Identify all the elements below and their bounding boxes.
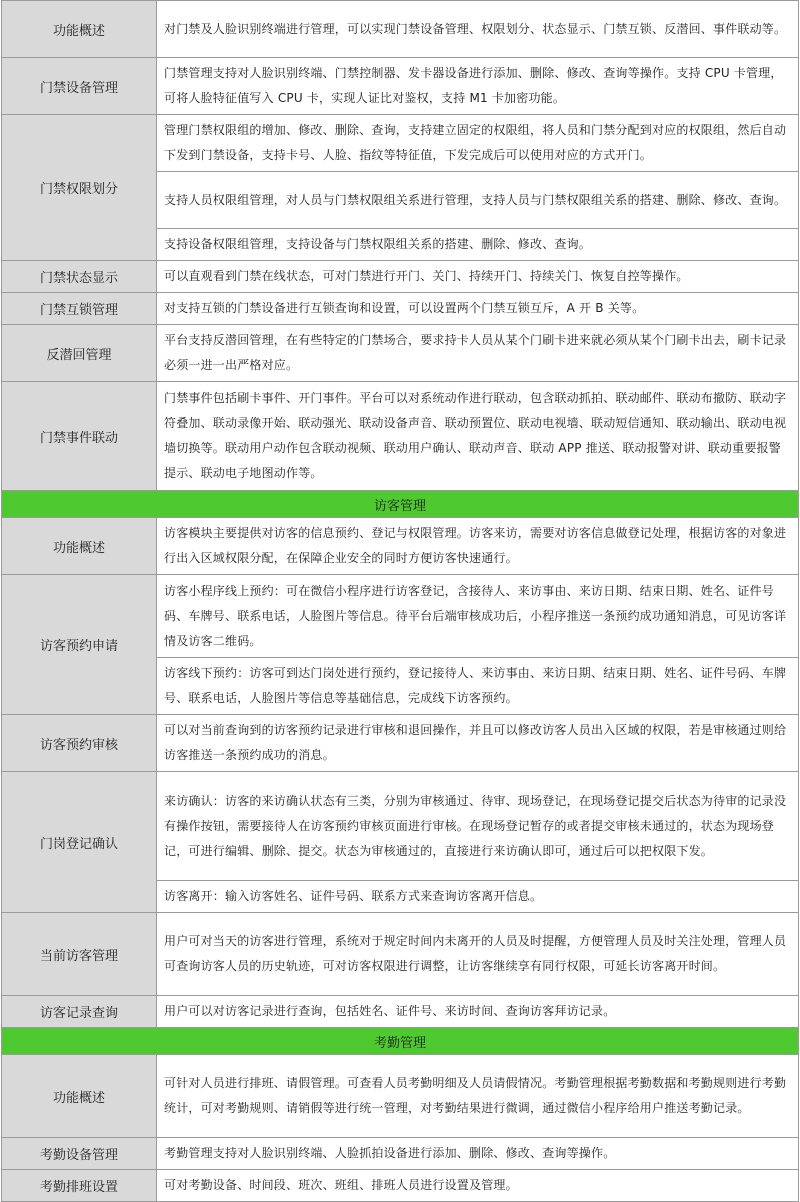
- row-label: 门禁状态显示: [2, 261, 157, 293]
- table-row: [2, 996, 799, 1028]
- row-label: 访客预约申请: [2, 575, 157, 715]
- table-row: [2, 518, 799, 575]
- row-label: 门禁设备管理: [2, 58, 157, 115]
- row-description: 访客模块主要提供对访客的信息预约、登记与权限管理。访客来访，需要对访客信息做登记处理，根据访客的对象进行出入区域权限分配，在保障企业安全的同时方便访客快速通行。: [157, 518, 799, 575]
- row-label: 功能概述: [2, 518, 157, 575]
- table-row: [2, 913, 799, 996]
- table-row: [2, 1170, 799, 1202]
- row-description: 访客小程序线上预约：可在微信小程序进行访客登记，含接待人、来访事由、来访日期、结束日期、姓名、证件号码、车牌号、联系电话，人脸图片等信息。待平台后端审核成功后，小程序推送一条预约成功通知消息，可见访客详情及访客二维码。: [157, 575, 799, 658]
- table-row: [2, 115, 799, 172]
- row-description: 来访确认：访客的来访确认状态有三类，分别为审核通过、待审、现场登记，在现场登记提交后状态为待审的记录没有操作按钮，需要接待人在访客预约审核页面进行审核。在现场登记暂存的或者提交审核未通过的，状态为现场登记，可进行编辑、删除、提交。状态为审核通过的，直接进行来访确认即可，通过后可以把权限下发。: [157, 772, 799, 881]
- row-description: 可对考勤设备、时间段、班次、班组、排班人员进行设置及管理。: [157, 1170, 799, 1202]
- row-label: 当前访客管理: [2, 913, 157, 996]
- feature-table: [1, 0, 799, 1202]
- row-label: 访客预约审核: [2, 715, 157, 772]
- row-label: 功能概述: [2, 1, 157, 58]
- row-description: 用户可对当天的访客进行管理，系统对于规定时间内未离开的人员及时提醒，方便管理人员及时关注处理，管理人员可查询访客人员的历史轨迹，可对访客权限进行调整，让访客继续享有同行权限，可延长访客离开时间。: [157, 913, 799, 996]
- table-row: [2, 575, 799, 658]
- table-row: [2, 1, 799, 58]
- row-description: 可以对当前查询到的访客预约记录进行审核和退回操作，并且可以修改访客人员出入区域的权限，若是审核通过则给访客推送一条预约成功的消息。: [157, 715, 799, 772]
- row-label: 访客记录查询: [2, 996, 157, 1028]
- row-label: 门禁互锁管理: [2, 293, 157, 325]
- row-label: 门禁事件联动: [2, 382, 157, 491]
- row-label: 门岗登记确认: [2, 772, 157, 913]
- table-row: [2, 715, 799, 772]
- row-description: 对门禁及人脸识别终端进行管理，可以实现门禁设备管理、权限划分、状态显示、门禁互锁、反潜回、事件联动等。: [157, 1, 799, 58]
- table-row: [2, 1055, 799, 1138]
- table-row: [2, 58, 799, 115]
- table-row: [2, 325, 799, 382]
- section-title: 考勤管理: [2, 1028, 799, 1055]
- section-title: 访客管理: [2, 491, 799, 518]
- row-description: 可针对人员进行排班、请假管理。可查看人员考勤明细及人员请假情况。考勤管理根据考勤数据和考勤规则进行考勤统计，可对考勤规则、请销假等进行统一管理，对考勤结果进行微调，通过微信小程序给用户推送考勤记录。: [157, 1055, 799, 1138]
- row-description: 门禁事件包括刷卡事件、开门事件。平台可以对系统动作进行联动，包含联动抓拍、联动邮件、联动布撤防、联动字符叠加、联动录像开始、联动强光、联动设备声音、联动预置位、联动电视墙、联动短信通知、联动输出、联动电视墙切换等。联动用户动作包含联动视频、联动用户确认、联动声音、联动 APP 推送、联动报警对讲、联动重要报警提示、联动电子地图动作等。: [157, 382, 799, 491]
- row-description: 门禁管理支持对人脸识别终端、门禁控制器、发卡器设备进行添加、删除、修改、查询等操作。支持 CPU 卡管理，可将人脸特征值写入 CPU 卡，实现人证比对鉴权，支持 M1 卡加密功能。: [157, 58, 799, 115]
- row-description: 考勤管理支持对人脸识别终端、人脸抓拍设备进行添加、删除、修改、查询等操作。: [157, 1138, 799, 1170]
- section-header-row: [2, 491, 799, 518]
- row-label: 反潜回管理: [2, 325, 157, 382]
- row-description: 可以直观看到门禁在线状态，可对门禁进行开门、关门、持续开门、持续关门、恢复自控等操作。: [157, 261, 799, 293]
- row-description: 访客线下预约：访客可到达门岗处进行预约，登记接待人、来访事由、来访日期、结束日期、姓名、证件号码、车牌号、联系电话，人脸图片等信息等基础信息，完成线下访客预约。: [157, 658, 799, 715]
- table-row: [2, 382, 799, 491]
- row-description: 管理门禁权限组的增加、修改、删除、查询，支持建立固定的权限组，将人员和门禁分配到对应的权限组，然后自动下发到门禁设备，支持卡号、人脸、指纹等特征值，下发完成后可以使用对应的方式开门。: [157, 115, 799, 172]
- row-label: 考勤设备管理: [2, 1138, 157, 1170]
- row-label: 考勤排班设置: [2, 1170, 157, 1202]
- row-description: 对支持互锁的门禁设备进行互锁查询和设置，可以设置两个门禁互锁互斥，A 开 B 关等。: [157, 293, 799, 325]
- row-description: 平台支持反潜回管理，在有些特定的门禁场合，要求持卡人员从某个门刷卡进来就必须从某个门刷卡出去，刷卡记录必须一进一出严格对应。: [157, 325, 799, 382]
- row-description: 用户可以对访客记录进行查询，包括姓名、证件号、来访时间、查询访客拜访记录。: [157, 996, 799, 1028]
- table-row: [2, 1138, 799, 1170]
- row-label: 功能概述: [2, 1055, 157, 1138]
- row-label: 门禁权限划分: [2, 115, 157, 261]
- table-row: [2, 293, 799, 325]
- row-description: 支持设备权限组管理，支持设备与门禁权限组关系的搭建、删除、修改、查询。: [157, 229, 799, 261]
- table-row: [2, 772, 799, 881]
- table-row: [2, 261, 799, 293]
- row-description: 访客离开：输入访客姓名、证件号码、联系方式来查询访客离开信息。: [157, 881, 799, 913]
- section-header-row: [2, 1028, 799, 1055]
- row-description: 支持人员权限组管理，对人员与门禁权限组关系进行管理，支持人员与门禁权限组关系的搭建、删除、修改、查询。: [157, 172, 799, 229]
